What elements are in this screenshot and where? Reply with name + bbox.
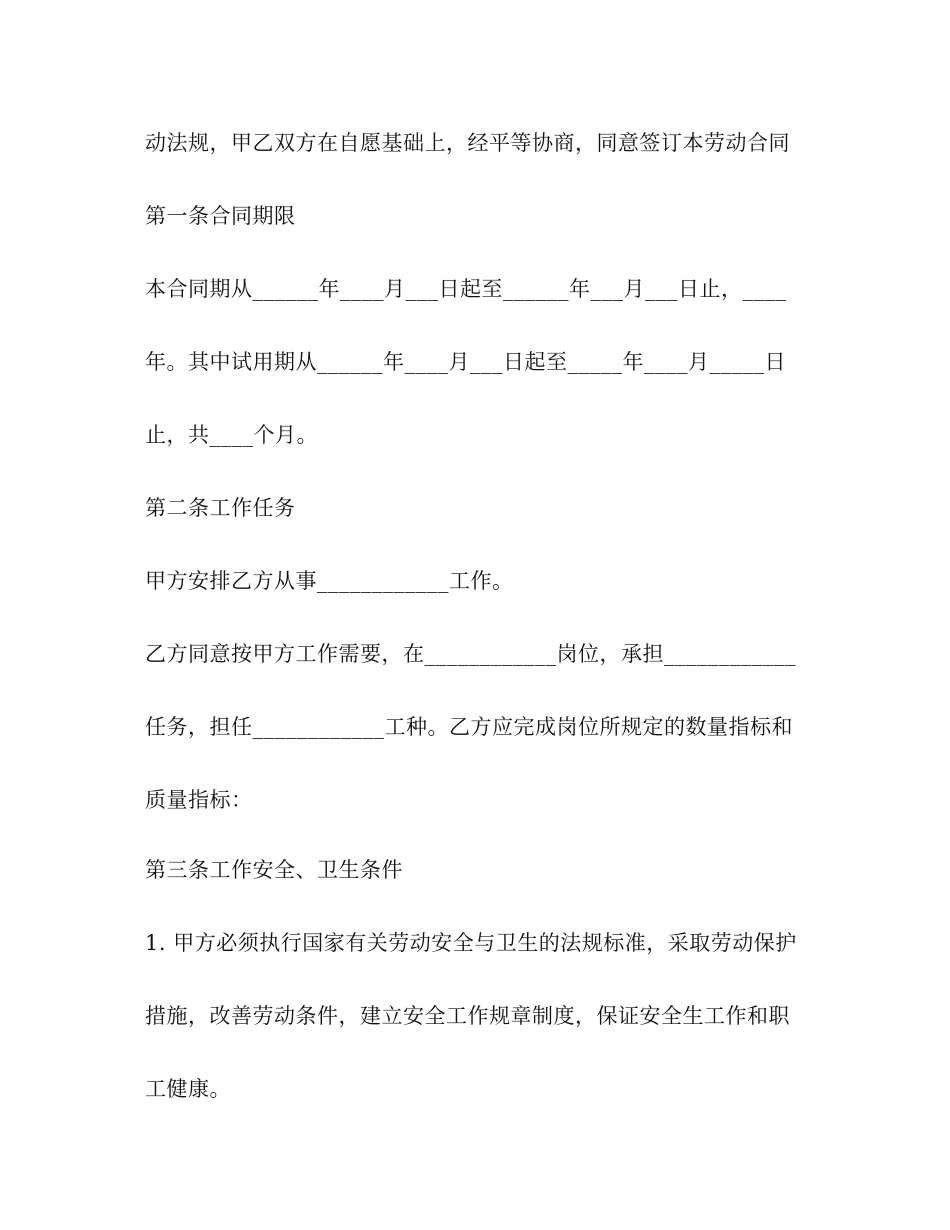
heading-article-2: 第二条工作任务 xyxy=(145,496,296,520)
paragraph-job-position-end: 质量指标： xyxy=(145,788,253,812)
paragraph-job-position: 乙方同意按甲方工作需要，在____________岗位，承担____________ xyxy=(145,642,796,666)
paragraph-contract-term: 本合同期从______年____月___日起至______年___月___日止，____ xyxy=(145,277,787,301)
paragraph-intro-continuation: 动法规，甲乙双方在自愿基础上，经平等协商，同意签订本劳动合同 xyxy=(145,131,790,155)
paragraph-safety-item-1-cont: 措施，改善劳动条件，建立安全工作规章制度，保证安全生工作和职 xyxy=(145,1004,790,1028)
paragraph-contract-term-end: 止，共____个月。 xyxy=(145,423,318,447)
heading-article-3: 第三条工作安全、卫生条件 xyxy=(145,858,403,882)
paragraph-contract-term-cont: 年。其中试用期从______年____月___日起至_____年____月_____日 xyxy=(145,350,786,374)
paragraph-safety-item-1-end: 工健康。 xyxy=(145,1077,231,1101)
heading-article-1: 第一条合同期限 xyxy=(145,204,296,228)
paragraph-job-assignment: 甲方安排乙方从事____________工作。 xyxy=(145,569,514,593)
paragraph-safety-item-1: 1. 甲方必须执行国家有关劳动安全与卫生的法规标准，采取劳动保护 xyxy=(145,931,797,955)
paragraph-job-position-cont: 任务，担任____________工种。乙方应完成岗位所规定的数量指标和 xyxy=(145,715,793,739)
